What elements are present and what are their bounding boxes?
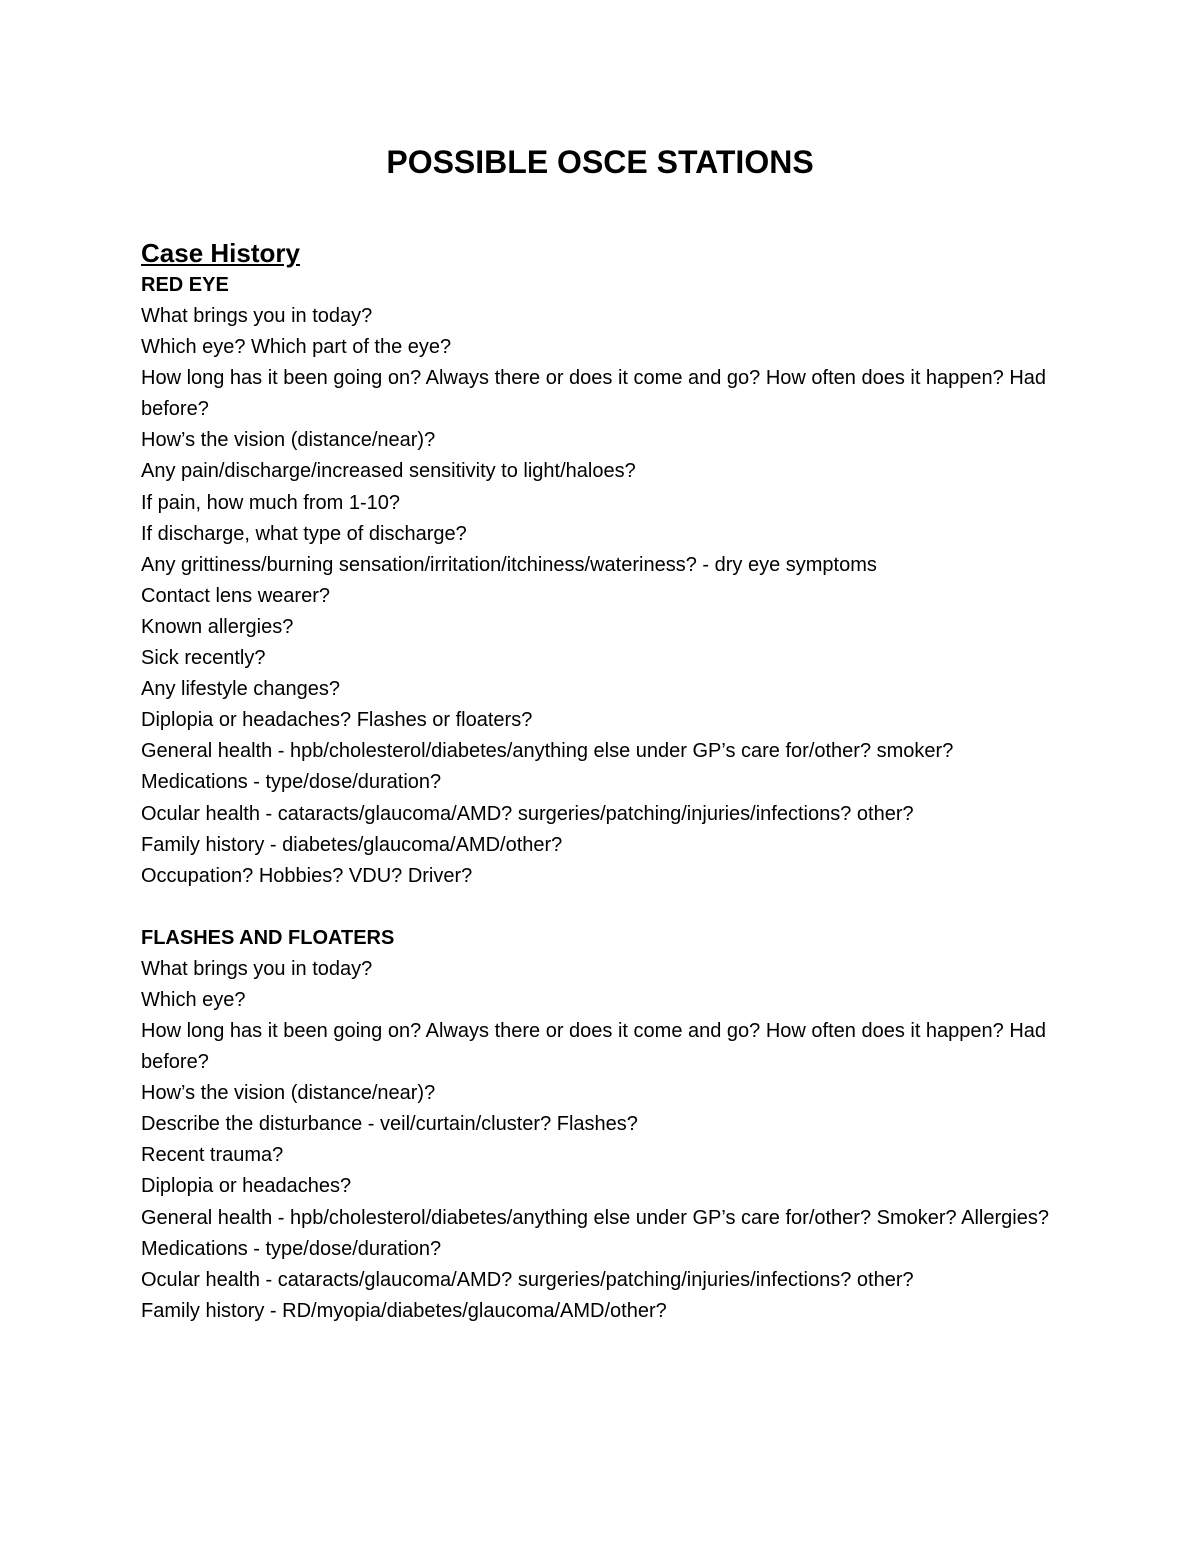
question-line: Contact lens wearer? [141, 584, 330, 607]
block-red-eye [141, 270, 1071, 892]
question-line: Any pain/discharge/increased sensitivity to light/haloes? [141, 460, 636, 483]
question-line: Family history - diabetes/glaucoma/AMD/other? [141, 833, 563, 856]
question-line: Family history - RD/myopia/diabetes/glaucoma/AMD/other? [141, 1299, 667, 1322]
question-line: Ocular health - cataracts/glaucoma/AMD? surgeries/patching/injuries/infections? other? [141, 1268, 914, 1291]
question-line: General health - hpb/cholesterol/diabetes/anything else under GP’s care for/other? smoker? [141, 740, 954, 763]
question-line: How’s the vision (distance/near)? [141, 1082, 436, 1105]
question-line: Known allergies? [141, 615, 294, 638]
question-line: Medications - type/dose/duration? [141, 771, 442, 794]
question-list [141, 954, 1071, 1327]
question-line: Describe the disturbance - veil/curtain/cluster? Flashes? [141, 1113, 638, 1136]
section-heading-case-history: Case History [141, 238, 300, 268]
question-line: If pain, how much from 1-10? [141, 491, 401, 514]
question-line: How long has it been going on? Always there or does it come and go? How often does it happen? Had before? [141, 367, 1047, 421]
question-line: Diplopia or headaches? Flashes or floaters? [141, 709, 533, 732]
question-line: Which eye? [141, 988, 246, 1011]
question-line: How’s the vision (distance/near)? [141, 429, 436, 452]
question-line: Sick recently? [141, 647, 266, 670]
question-line: General health - hpb/cholesterol/diabetes/anything else under GP’s care for/other? Smoker? Allergies? [141, 1206, 1049, 1229]
question-line: Occupation? Hobbies? VDU? Driver? [141, 864, 473, 887]
question-line: Ocular health - cataracts/glaucoma/AMD? surgeries/patching/injuries/infections? other? [141, 802, 914, 825]
question-line: What brings you in today? [141, 305, 373, 327]
block-flashes-and-floaters [141, 923, 1071, 1327]
question-line: Medications - type/dose/duration? [141, 1237, 442, 1260]
question-line: Any grittiness/burning sensation/irritation/itchiness/wateriness? - dry eye symptoms [141, 553, 877, 576]
document-title: POSSIBLE OSCE STATIONS [386, 144, 814, 180]
question-line: Which eye? Which part of the eye? [141, 336, 452, 359]
question-list [141, 301, 1071, 892]
question-line: If discharge, what type of discharge? [141, 522, 467, 545]
block-heading: FLASHES AND FLOATERS [141, 926, 395, 949]
question-line: Any lifestyle changes? [141, 678, 341, 701]
block-heading: RED EYE [141, 274, 229, 296]
question-line: What brings you in today? [141, 957, 373, 980]
question-line: How long has it been going on? Always there or does it come and go? How often does it happen? Had before? [141, 1019, 1047, 1074]
question-line: Recent trauma? [141, 1144, 284, 1167]
document-body [141, 236, 1071, 1327]
question-line: Diplopia or headaches? [141, 1175, 352, 1198]
